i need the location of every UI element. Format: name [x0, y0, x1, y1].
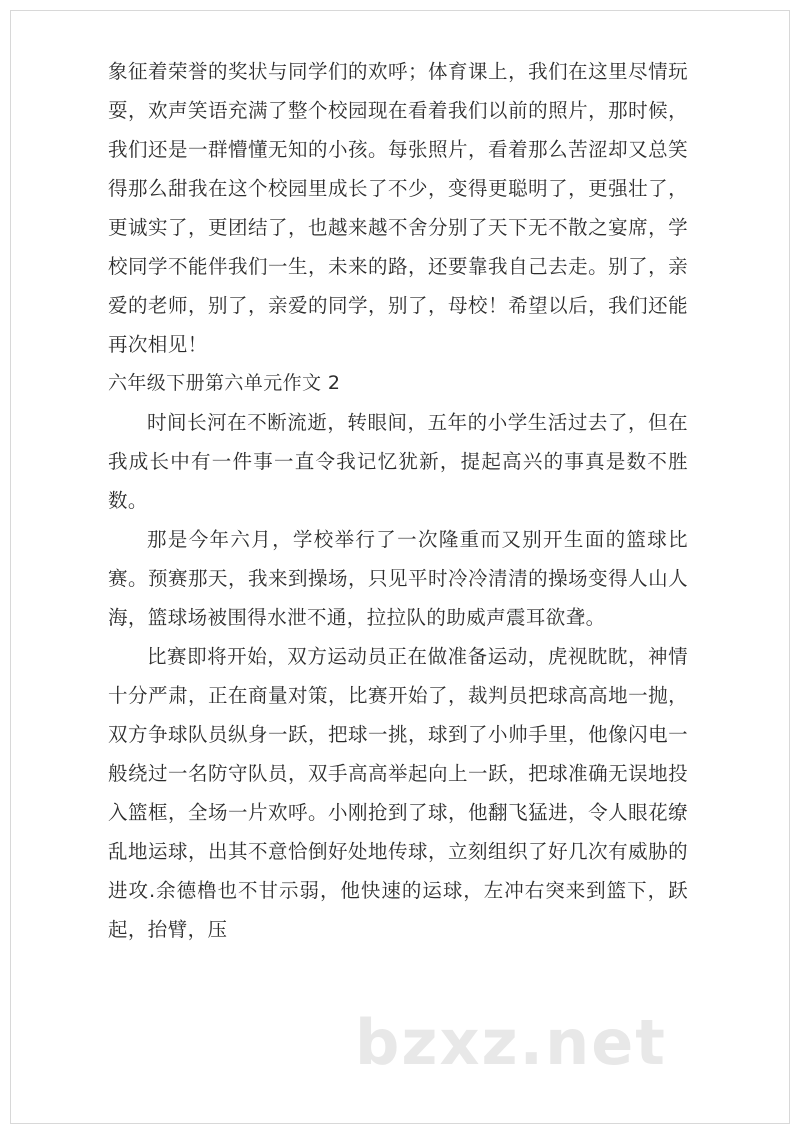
paragraph: 那是今年六月，学校举行了一次隆重而又别开生面的篮球比赛。预赛那天，我来到操场，只见平时冷冷清清的操场变得人山人海，篮球场被围得水泄不通，拉拉队的助威声震耳欲聋。 — [108, 528, 688, 629]
paragraph: 象征着荣誉的奖状与同学们的欢呼；体育课上，我们在这里尽情玩耍，欢声笑语充满了整个校园现在看着我们以前的照片，那时候，我们还是一群懵懂无知的小孩。每张照片，看着那么苦涩却又总笑得那么甜我在这个校园里成长了不少，变得更聪明了，更强壮了，更诚实了，更团结了，也越来越不舍分别了天下无不散之宴席，学校同学不能伴我们一生，未来的路，还要靠我自己去走。别了，亲爱的老师，别了，亲爱的同学，别了，母校！希望以后，我们还能再次相见！ — [108, 60, 688, 356]
section-heading: 六年级下册第六单元作文 2 — [108, 372, 341, 394]
paragraph: 比赛即将开始，双方运动员正在做准备运动，虎视眈眈，神情十分严肃，正在商量对策，比赛开始了，裁判员把球高高地一抛，双方争球队员纵身一跃，把球一挑，球到了小帅手里，他像闪电一般绕过一名防守队员，双手高高举起向上一跃，把球准确无误地投入篮框，全场一片欢呼。小刚抢到了球，他翻飞猛进，令人眼花缭乱地运球，出其不意恰倒好处地传球，立刻组织了好几次有威胁的进攻.余德橹也不甘示弱，他快速的运球，左冲右突来到篮下，跃起，抬臂，压 — [108, 645, 688, 941]
document-body — [108, 52, 688, 949]
paragraph: 时间长河在不断流逝，转眼间，五年的小学生活过去了，但在我成长中有一件事一直令我记忆犹新，提起高兴的事真是数不胜数。 — [108, 411, 688, 512]
watermark: bzxz.net — [355, 1006, 667, 1079]
